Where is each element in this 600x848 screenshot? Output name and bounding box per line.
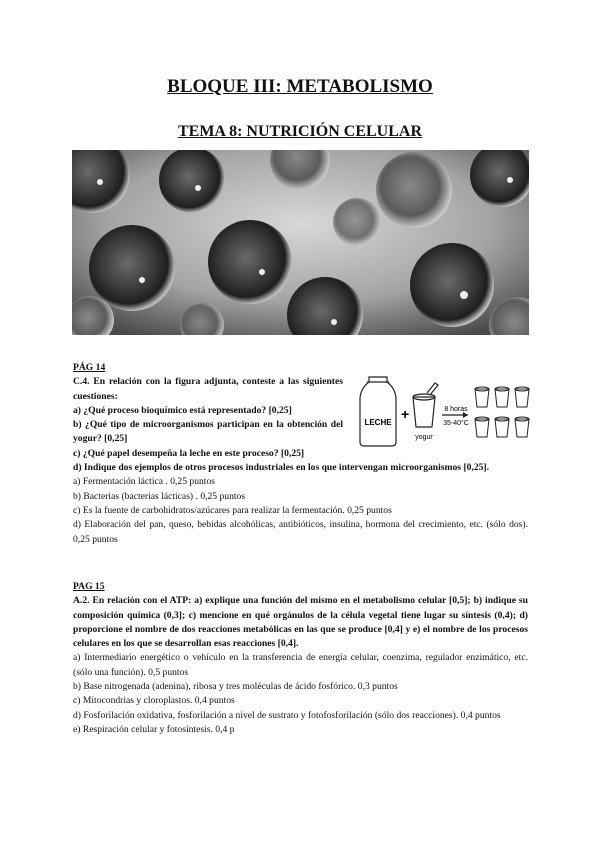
- question-c4-a: a) ¿Qué proceso bioquímico está representado? [0,25]: [73, 404, 292, 416]
- question-c4-intro: C.4. En relación con la figura adjunta, conteste a las siguientes cuestiones:: [73, 376, 343, 402]
- answer-a2-b: b) Base nitrogenada (adenina), ribosa y tres moléculas de ácido fosfórico. 0,3 puntos: [73, 681, 398, 693]
- answer-c4-a: a) Fermentación láctica . 0,25 puntos: [73, 476, 215, 488]
- cells-photo: [72, 150, 529, 335]
- question-a2: A.2. En relación con el ATP: a) explique una función del mismo en el metabolismo celular [0,5]; b) indique su composición química (0,3]; c) mencione en qué orgánulos de la célula vegetal tiene lugar su síntesis (0,4); d) proporcione el nombre de dos reacciones metabólicas en las que se produce [0,4] y e) el nombre de los procesos celulares en los que se desarrollan esas reacciones [0,4].: [73, 595, 528, 650]
- page-title: BLOQUE III: METABOLISMO: [167, 76, 433, 97]
- yogurt-cups-group: [475, 387, 529, 437]
- plus-sign: +: [401, 406, 410, 422]
- answer-c4-c: c) Es la fuente de carbohidratos/azúcares para realizar la fermentación. 0,25 puntos: [73, 504, 392, 516]
- cells-photo-image: [72, 150, 529, 335]
- answer-c4-d: d) Elaboración del pan, queso, bebidas alcohólicas, antibióticos, insulina, hormona del crecimiento, etc. (sólo dos). 0,25 puntos: [73, 519, 528, 545]
- yogurt-diagram: [355, 373, 540, 448]
- question-c4-c: c) ¿Qué papel desempeña la leche en este proceso? [0,25]: [73, 447, 305, 459]
- answer-c4-b: b) Bacterias (bacterias lácticas) . 0,25 puntos: [73, 490, 246, 502]
- question-c4-d: d) Indique dos ejemplos de otros procesos industriales en los que intervengan microorganismos [0,25].: [73, 462, 490, 474]
- yogurt-figure: [355, 373, 540, 448]
- answer-a2-c: c) Mitocondrias y cloroplastos. 0,4 puntos: [73, 695, 235, 707]
- yogurt-label: yogur: [415, 434, 433, 441]
- section2: [73, 580, 528, 737]
- milk-label: LECHE: [364, 418, 392, 427]
- page-subtitle: TEMA 8: NUTRICIÓN CELULAR: [177, 123, 423, 140]
- temp-label: 35-40°C: [443, 420, 469, 427]
- answer-a2-d: d) Fosforilación oxidativa, fosforilación a nivel de sustrato y fotofosforilación (sólo dos reacciones). 0,4 puntos: [73, 709, 501, 721]
- question-c4-b: b) ¿Qué tipo de microorganismos participan en la obtención del yogur? [0,25]: [73, 419, 343, 445]
- yogurt-cup-icon: [413, 383, 438, 427]
- page-ref-15: PAG 15: [73, 581, 105, 592]
- time-label: 8 horas: [444, 406, 468, 413]
- answer-a2-a: a) Intermediario energético o vehículo en la transferencia de energía celular, coenzima, regulador enzimático, etc. (sólo una función). 0,5 puntos: [73, 652, 528, 678]
- answer-a2-e: e) Respiración celular y fotosíntesis. 0,4 p: [73, 723, 235, 735]
- page-ref-14: PÁG 14: [73, 362, 106, 373]
